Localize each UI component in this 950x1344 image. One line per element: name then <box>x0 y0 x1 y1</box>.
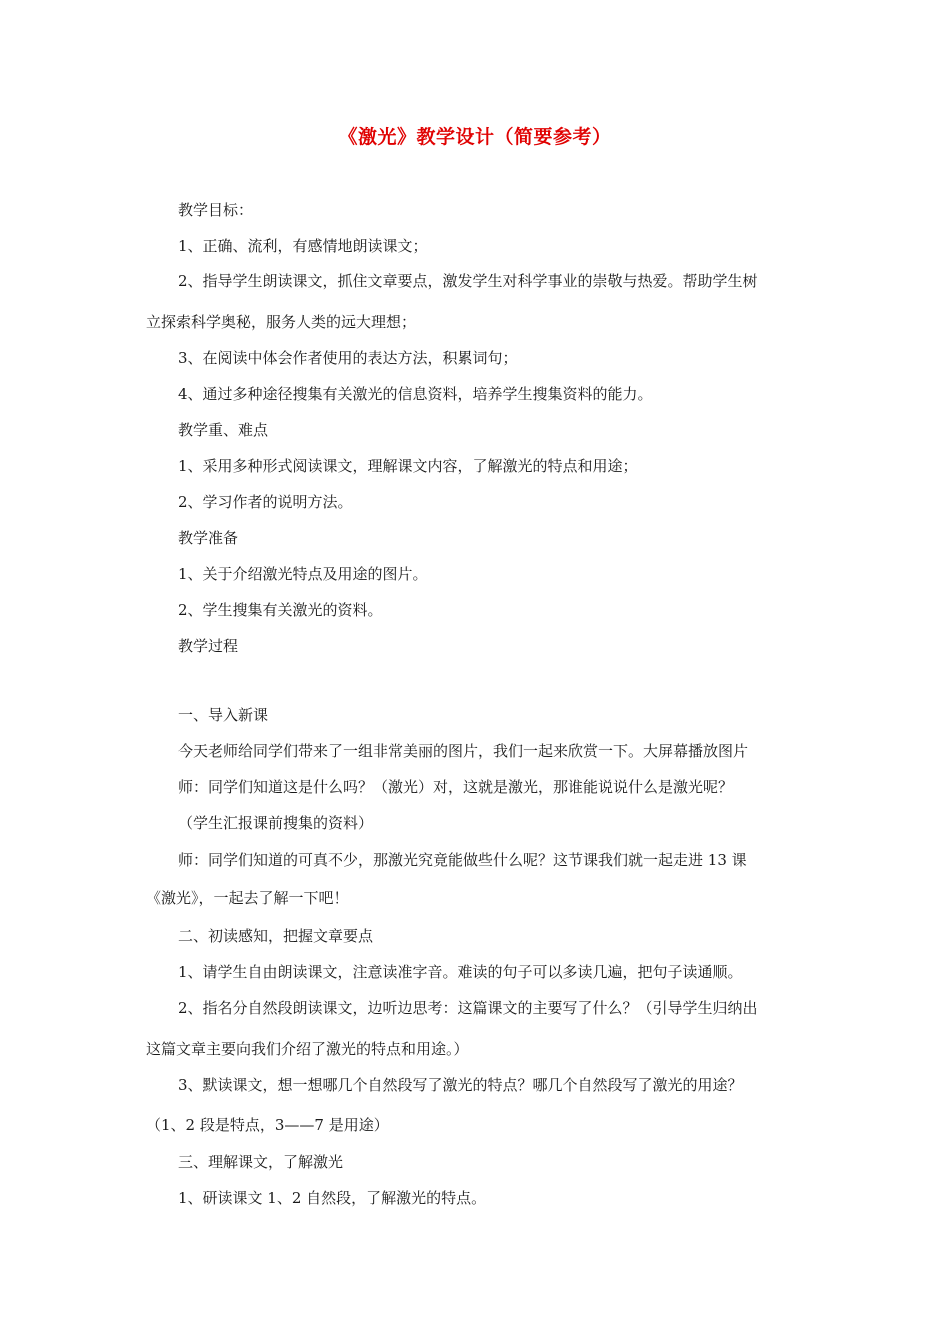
text-line: 2、指导学生朗读课文，抓住文章要点，激发学生对科学事业的崇敬与热爱。帮助学生树 <box>178 272 758 290</box>
text-line: 2、学习作者的说明方法。 <box>178 493 353 511</box>
text-line: 《激光》，一起去了解一下吧！ <box>146 889 349 907</box>
text-line: 1、研读课文 1、2 自然段，了解激光的特点。 <box>178 1189 487 1207</box>
text-line: 今天老师给同学们带来了一组非常美丽的图片，我们一起来欣赏一下。大屏幕播放图片 <box>178 742 749 760</box>
text-line: 立探索科学奥秘，服务人类的远大理想； <box>146 313 417 331</box>
text-line: （1、2 段是特点，3——7 是用途） <box>146 1116 389 1134</box>
section-heading: 一、导入新课 <box>178 706 269 724</box>
text-line: 4、通过多种途径搜集有关激光的信息资料，培养学生搜集资料的能力。 <box>178 385 653 403</box>
text-line: 1、采用多种形式阅读课文，理解课文内容，了解激光的特点和用途； <box>178 457 638 475</box>
text-line: 这篇文章主要向我们介绍了激光的特点和用途。） <box>146 1040 469 1058</box>
section-heading: 教学重、难点 <box>178 421 269 439</box>
text-line: 2、学生搜集有关激光的资料。 <box>178 601 383 619</box>
section-heading: 二、初读感知，把握文章要点 <box>178 927 374 945</box>
text-line: 师：同学们知道这是什么吗？（激光）对，这就是激光，那谁能说说什么是激光呢？ <box>178 778 734 796</box>
text-line: 2、指名分自然段朗读课文，边听边思考：这篇课文的主要写了什么？（引导学生归纳出 <box>178 999 758 1017</box>
text-line: 1、正确、流利，有感情地朗读课文； <box>178 237 428 255</box>
section-heading: 教学过程 <box>178 637 239 655</box>
text-line: 师：同学们知道的可真不少，那激光究竟能做些什么呢？这节课我们就一起走进 13 课 <box>178 851 747 869</box>
text-line: 3、在阅读中体会作者使用的表达方法，积累词句； <box>178 349 518 367</box>
text-line: 教学目标： <box>178 201 254 219</box>
text-line: 1、关于介绍激光特点及用途的图片。 <box>178 565 428 583</box>
text-line: （学生汇报课前搜集的资料） <box>178 814 374 832</box>
section-heading: 教学准备 <box>178 529 239 547</box>
text-line: 3、默读课文，想一想哪几个自然段写了激光的特点？哪几个自然段写了激光的用途？ <box>178 1076 743 1094</box>
section-heading: 三、理解课文，了解激光 <box>178 1153 344 1171</box>
text-line: 1、请学生自由朗读课文，注意读准字音。难读的句子可以多读几遍，把句子读通顺。 <box>178 963 743 981</box>
document-title: 《激光》教学设计（简要参考） <box>338 126 612 148</box>
